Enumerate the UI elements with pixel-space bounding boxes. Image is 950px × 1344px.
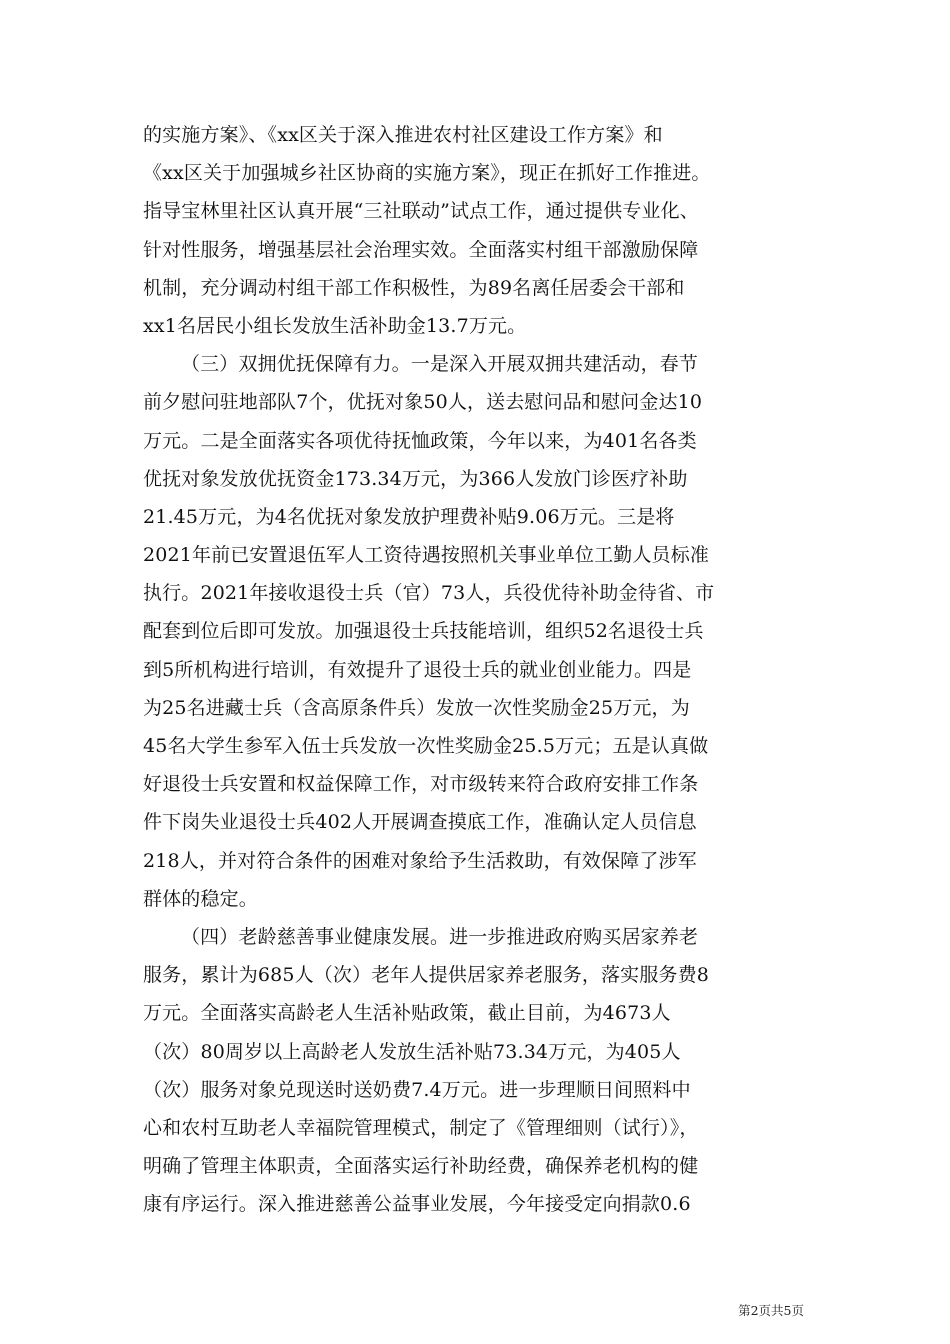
text-line: 万元。全面落实高龄老人生活补贴政策，截止目前，为4673人 <box>143 1002 671 1025</box>
text-line: 前夕慰问驻地部队7个，优抚对象50人，送去慰问品和慰问金达10 <box>143 391 703 414</box>
text-line: 的实施方案》、《xx区关于深入推进农村社区建设工作方案》和 <box>143 124 663 146</box>
text-line: 21.45万元，为4名优抚对象发放护理费补贴9.06万元。三是将 <box>143 505 675 528</box>
text-line: 群体的稳定。 <box>143 887 258 910</box>
text-line: 《xx区关于加强城乡社区协商的实施方案》，现正在抓好工作推进。 <box>143 162 711 185</box>
text-line: xx1名居民小组长发放生活补助金13.7万元。 <box>143 314 527 337</box>
section-heading-line: （四）老龄慈善事业健康发展。进一步推进政府购买居家养老 <box>181 925 699 948</box>
document-body <box>143 116 807 1223</box>
text-line: 万元。二是全面落实各项优待抚恤政策，今年以来，为401名各类 <box>143 429 697 452</box>
text-line: 配套到位后即可发放。加强退役士兵技能培训，组织52名退役士兵 <box>143 620 704 643</box>
section-heading-line: （三）双拥优抚保障有力。一是深入开展双拥共建活动，春节 <box>181 353 699 376</box>
text-line: 218人，并对符合条件的困难对象给予生活救助，有效保障了涉军 <box>143 849 697 872</box>
text-line: 件下岗失业退役士兵402人开展调查摸底工作，准确认定人员信息 <box>143 811 697 834</box>
text-line: 好退役士兵安置和权益保障工作，对市级转来符合政府安排工作条 <box>143 773 699 796</box>
text-line: 45名大学生参军入伍士兵发放一次性奖励金25.5万元；五是认真做 <box>143 735 709 757</box>
page-number: 第2页共5页 <box>738 1303 804 1318</box>
text-line: 心和农村互助老人幸福院管理模式，制定了《管理细则（试行）》， <box>143 1116 699 1139</box>
text-line: 2021年前已安置退伍军人工资待遇按照机关事业单位工勤人员标准 <box>143 544 710 567</box>
text-line: 优抚对象发放优抚资金173.34万元，为366人发放门诊医疗补助 <box>143 467 688 490</box>
text-line: （次）服务对象兑现送时送奶费7.4万元。进一步理顺日间照料中 <box>143 1078 691 1101</box>
text-line: 明确了管理主体职责，全面落实运行补助经费，确保养老机构的健 <box>143 1155 699 1178</box>
text-line: 指导宝林里社区认真开展“三社联动”试点工作，通过提供专业化、 <box>143 200 699 223</box>
text-line: 服务，累计为685人（次）老年人提供居家养老服务，落实服务费8 <box>143 964 710 987</box>
text-line: 针对性服务，增强基层社会治理实效。全面落实村组干部激励保障 <box>143 238 699 261</box>
text-line: （次）80周岁以上高龄老人发放生活补贴73.34万元，为405人 <box>143 1040 681 1063</box>
text-line: 机制，充分调动村组干部工作积极性，为89名离任居委会干部和 <box>143 276 685 299</box>
text-line: 执行。2021年接收退役士兵（官）73人，兵役优待补助金待省、市 <box>143 582 715 605</box>
text-line: 到5所机构进行培训，有效提升了退役士兵的就业创业能力。四是 <box>143 658 692 681</box>
text-line: 为25名进藏士兵（含高原条件兵）发放一次性奖励金25万元，为 <box>143 696 690 719</box>
text-line: 康有序运行。深入推进慈善公益事业发展，今年接受定向捐款0.6 <box>143 1193 691 1216</box>
